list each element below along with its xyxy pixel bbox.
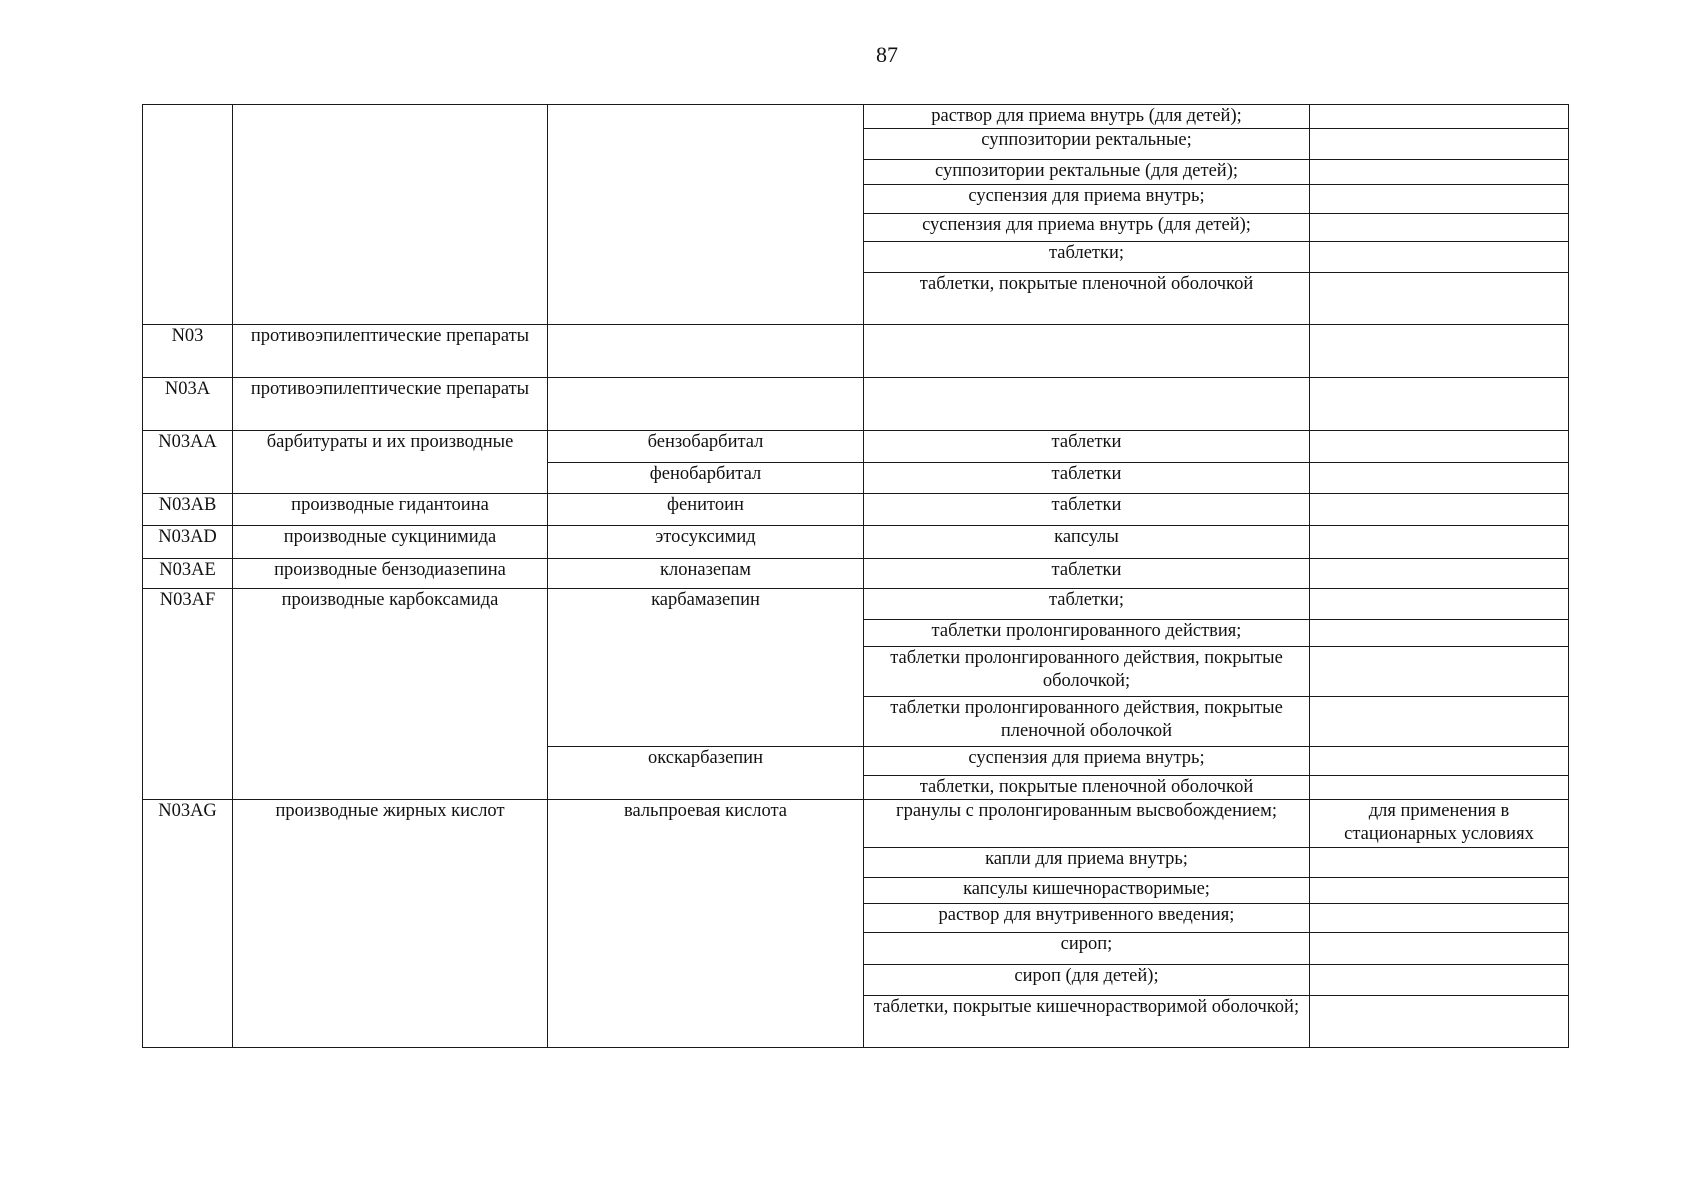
table-cell <box>548 378 864 431</box>
table-cell <box>1310 463 1569 494</box>
table-cell <box>1310 273 1569 325</box>
table-cell <box>233 105 548 325</box>
table-cell: таблетки <box>864 494 1310 526</box>
table-cell: суппозитории ректальные (для детей); <box>864 160 1310 185</box>
table-cell: производные жирных кислот <box>233 800 548 1048</box>
table-cell <box>1310 776 1569 800</box>
table-cell: N03AB <box>143 494 233 526</box>
table-cell: раствор для приема внутрь (для детей); <box>864 105 1310 129</box>
table-cell <box>548 105 864 325</box>
table-cell: карбамазепин <box>548 589 864 747</box>
table-cell <box>1310 965 1569 996</box>
table-cell <box>1310 996 1569 1048</box>
table-cell: таблетки; <box>864 589 1310 620</box>
table-cell: для применения в стационарных условиях <box>1310 800 1569 848</box>
table-row <box>143 431 1569 463</box>
table-cell: сироп; <box>864 933 1310 965</box>
table-cell: капсулы <box>864 526 1310 559</box>
table-cell: суспензия для приема внутрь; <box>864 747 1310 776</box>
table-cell <box>1310 325 1569 378</box>
table-cell: производные карбоксамида <box>233 589 548 800</box>
table-cell: таблетки пролонгированного действия; <box>864 620 1310 647</box>
table-cell: таблетки, покрытые пленочной оболочкой <box>864 273 1310 325</box>
table-row <box>143 105 1569 129</box>
table-row <box>143 559 1569 589</box>
page-number: 87 <box>876 42 898 67</box>
table-cell <box>1310 526 1569 559</box>
table-cell: противоэпилептические препараты <box>233 378 548 431</box>
table-cell: таблетки <box>864 463 1310 494</box>
table-cell: клоназепам <box>548 559 864 589</box>
table-cell: N03 <box>143 325 233 378</box>
table-cell: этосуксимид <box>548 526 864 559</box>
table-cell: фенобарбитал <box>548 463 864 494</box>
table-cell: сироп (для детей); <box>864 965 1310 996</box>
table-cell: гранулы с пролонгированным высвобождением; <box>864 800 1310 848</box>
table-cell: окскарбазепин <box>548 747 864 800</box>
table-cell <box>1310 160 1569 185</box>
table-cell: N03AE <box>143 559 233 589</box>
table-cell: таблетки, покрытые кишечнорастворимой оболочкой; <box>864 996 1310 1048</box>
table-cell <box>1310 129 1569 160</box>
table-row <box>143 589 1569 620</box>
table-cell: барбитураты и их производные <box>233 431 548 494</box>
table-cell <box>1310 494 1569 526</box>
table-cell: таблетки пролонгированного действия, покрытые пленочной оболочкой <box>864 697 1310 747</box>
table-cell: таблетки; <box>864 242 1310 273</box>
table-cell <box>1310 647 1569 697</box>
table-cell <box>1310 904 1569 933</box>
table-cell: N03AG <box>143 800 233 1048</box>
table-cell <box>1310 589 1569 620</box>
table-cell: суспензия для приема внутрь (для детей); <box>864 214 1310 242</box>
table-cell: раствор для внутривенного введения; <box>864 904 1310 933</box>
table-cell: суппозитории ректальные; <box>864 129 1310 160</box>
table-cell: производные гидантоина <box>233 494 548 526</box>
table-row <box>143 325 1569 378</box>
table-cell <box>1310 933 1569 965</box>
table-cell <box>1310 214 1569 242</box>
table-cell <box>1310 378 1569 431</box>
table-cell <box>143 105 233 325</box>
table-cell: N03AD <box>143 526 233 559</box>
table-cell: капли для приема внутрь; <box>864 848 1310 878</box>
drug-classification-table <box>142 104 1569 1048</box>
table-cell: N03AF <box>143 589 233 800</box>
table-row <box>143 800 1569 848</box>
table-cell: N03A <box>143 378 233 431</box>
table-cell <box>1310 747 1569 776</box>
table-cell <box>548 325 864 378</box>
table-cell <box>864 325 1310 378</box>
table-cell <box>1310 559 1569 589</box>
table-cell: суспензия для приема внутрь; <box>864 185 1310 214</box>
table-cell <box>1310 878 1569 904</box>
table-cell <box>1310 185 1569 214</box>
table-cell <box>1310 242 1569 273</box>
table-cell: вальпроевая кислота <box>548 800 864 1048</box>
table-cell: N03AA <box>143 431 233 494</box>
table-row <box>143 378 1569 431</box>
table-cell <box>1310 697 1569 747</box>
table-cell: таблетки пролонгированного действия, покрытые оболочкой; <box>864 647 1310 697</box>
table-body <box>143 105 1569 1048</box>
table-cell: производные бензодиазепина <box>233 559 548 589</box>
table-cell <box>1310 848 1569 878</box>
table-cell: бензобарбитал <box>548 431 864 463</box>
table-cell <box>1310 105 1569 129</box>
table-cell <box>864 378 1310 431</box>
table-cell <box>1310 620 1569 647</box>
table-cell: капсулы кишечнорастворимые; <box>864 878 1310 904</box>
table-cell: таблетки <box>864 431 1310 463</box>
table-cell: производные сукцинимида <box>233 526 548 559</box>
table-cell: фенитоин <box>548 494 864 526</box>
table-cell <box>1310 431 1569 463</box>
table-cell: противоэпилептические препараты <box>233 325 548 378</box>
table-cell: таблетки, покрытые пленочной оболочкой <box>864 776 1310 800</box>
table-row <box>143 526 1569 559</box>
table-row <box>143 494 1569 526</box>
table-cell: таблетки <box>864 559 1310 589</box>
